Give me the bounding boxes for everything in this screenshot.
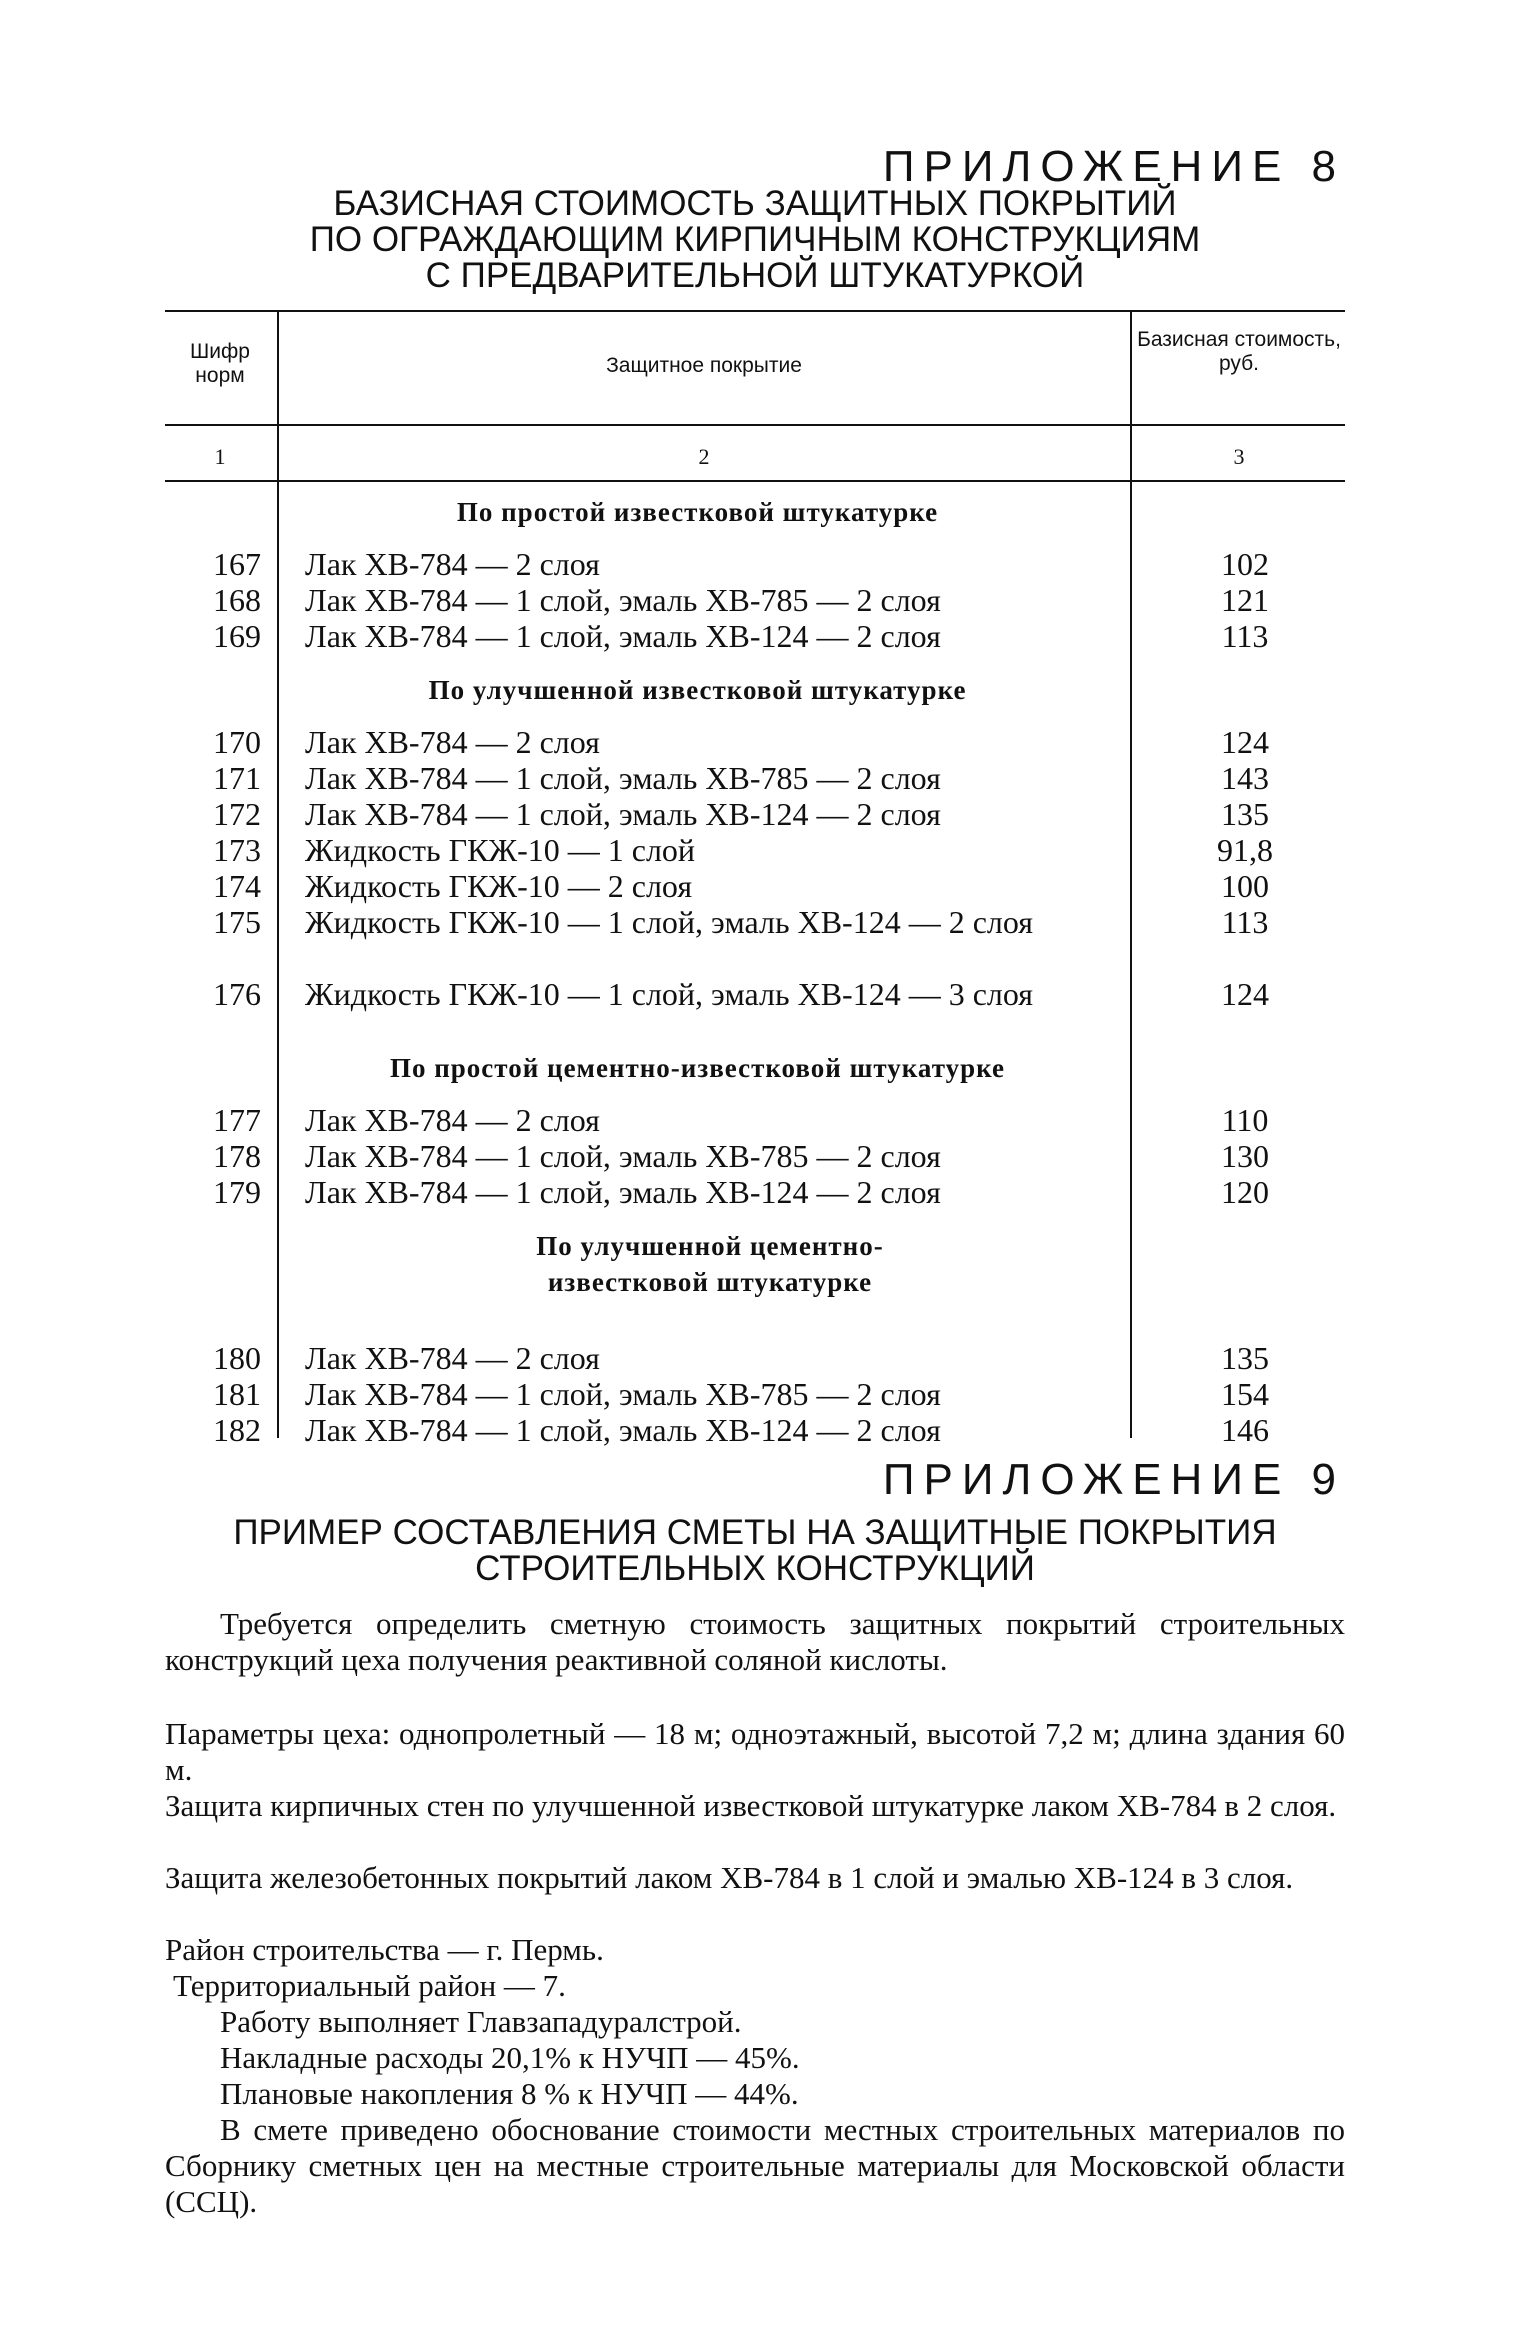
paragraph: Параметры цеха: однопролетный — 18 м; одноэтажный, высотой 7,2 м; длина здания 60 м. <box>165 1716 1345 1787</box>
paragraph: Работу выполняет Главзападуралстрой. <box>220 2004 742 2039</box>
row-code: 179 <box>213 1174 261 1210</box>
table-colnum-rule <box>165 480 1345 482</box>
row-code: 180 <box>213 1340 261 1376</box>
row-price: 124 <box>1221 724 1269 760</box>
row-desc: Лак ХВ-784 — 1 слой, эмаль ХВ-785 — 2 слоя <box>305 582 941 618</box>
row-desc: Лак ХВ-784 — 1 слой, эмаль ХВ-785 — 2 слоя <box>305 1376 941 1412</box>
section-title: По улучшенной цементно-известковой штукатурке <box>536 1231 884 1297</box>
row-price: 120 <box>1221 1174 1269 1210</box>
appendix9-heading-line-1: ПРИМЕР СОСТАВЛЕНИЯ СМЕТЫ НА ЗАЩИТНЫЕ ПОКРЫТИЯ <box>233 1513 1277 1552</box>
paragraph: Район строительства — г. Пермь. <box>165 1932 604 1967</box>
row-code: 181 <box>213 1376 261 1412</box>
row-price: 154 <box>1221 1376 1269 1412</box>
section-title: По простой цементно-известковой штукатурке <box>389 1053 1006 1083</box>
row-price: 124 <box>1221 976 1269 1012</box>
row-price: 143 <box>1221 760 1269 796</box>
row-code: 176 <box>213 976 261 1012</box>
table-header-rule <box>165 424 1345 426</box>
row-price: 135 <box>1221 1340 1269 1376</box>
header-code: Шифр норм <box>190 340 250 387</box>
colnum-2: 2 <box>698 444 710 469</box>
row-price: 113 <box>1221 618 1269 654</box>
section-title: По улучшенной известковой штукатурке <box>428 675 967 705</box>
row-code: 169 <box>213 618 261 654</box>
row-price: 130 <box>1221 1138 1269 1174</box>
table-top-rule <box>165 310 1345 312</box>
row-code: 170 <box>213 724 261 760</box>
row-desc: Лак ХВ-784 — 2 слоя <box>305 1340 600 1376</box>
row-price: 113 <box>1221 904 1269 940</box>
row-code: 168 <box>213 582 261 618</box>
row-desc: Лак ХВ-784 — 2 слоя <box>305 724 600 760</box>
row-code: 175 <box>213 904 261 940</box>
row-code: 178 <box>213 1138 261 1174</box>
paragraph: Плановые накопления 8 % к НУЧП — 44%. <box>220 2076 799 2111</box>
row-code: 171 <box>213 760 261 796</box>
paragraph: В смете приведено обоснование стоимости местных строительных материалов по Сборнику сметных цен на местные строительные материалы для Московской области (ССЦ). <box>165 2112 1345 2219</box>
appendix9-title: ПРИЛОЖЕНИЕ 9 <box>882 1455 1345 1504</box>
row-desc: Лак ХВ-784 — 1 слой, эмаль ХВ-785 — 2 слоя <box>305 760 941 796</box>
appendix8-heading-line-3: С ПРЕДВАРИТЕЛЬНОЙ ШТУКАТУРКОЙ <box>425 256 1085 295</box>
row-desc: Лак ХВ-784 — 1 слой, эмаль ХВ-124 — 2 слоя <box>305 1412 941 1448</box>
row-price: 100 <box>1221 868 1269 904</box>
row-price: 102 <box>1221 546 1269 582</box>
colnum-1: 1 <box>214 444 226 469</box>
row-desc: Лак ХВ-784 — 1 слой, эмаль ХВ-124 — 2 слоя <box>305 618 941 654</box>
row-code: 173 <box>213 832 261 868</box>
row-price: 91,8 <box>1217 832 1273 868</box>
row-desc: Жидкость ГКЖ-10 — 1 слой, эмаль ХВ-124 — 3 слоя <box>305 976 1033 1012</box>
row-code: 182 <box>213 1412 261 1448</box>
section-title: По простой известковой штукатурке <box>456 497 939 527</box>
row-code: 172 <box>213 796 261 832</box>
row-code: 167 <box>213 546 261 582</box>
row-code: 177 <box>213 1102 261 1138</box>
row-desc: Жидкость ГКЖ-10 — 1 слой, эмаль ХВ-124 — 2 слоя <box>305 904 1033 940</box>
colnum-3: 3 <box>1233 444 1245 469</box>
appendix8-title: ПРИЛОЖЕНИЕ 8 <box>882 142 1345 191</box>
row-desc: Лак ХВ-784 — 1 слой, эмаль ХВ-124 — 2 слоя <box>305 1174 941 1210</box>
paragraph: Защита кирпичных стен по улучшенной известковой штукатурке лаком ХВ-784 в 2 слоя. <box>165 1788 1337 1823</box>
paragraph: Территориальный район — 7. <box>173 1968 566 2003</box>
row-code: 174 <box>213 868 261 904</box>
paragraph: Защита железобетонных покрытий лаком ХВ-784 в 1 слой и эмалью ХВ-124 в 3 слоя. <box>165 1860 1294 1895</box>
appendix8-heading-line-1: БАЗИСНАЯ СТОИМОСТЬ ЗАЩИТНЫХ ПОКРЫТИЙ <box>333 184 1177 223</box>
row-desc: Лак ХВ-784 — 2 слоя <box>305 546 600 582</box>
row-desc: Жидкость ГКЖ-10 — 1 слой <box>305 832 696 868</box>
row-desc: Лак ХВ-784 — 1 слой, эмаль ХВ-785 — 2 слоя <box>305 1138 941 1174</box>
row-desc: Жидкость ГКЖ-10 — 2 слоя <box>305 868 693 904</box>
cost-table <box>165 310 1345 1448</box>
table-row <box>165 904 1345 976</box>
paragraph: Накладные расходы 20,1% к НУЧП — 45%. <box>220 2040 800 2075</box>
row-price: 146 <box>1221 1412 1269 1448</box>
header-price: Базисная стоимость, руб. <box>1137 328 1341 375</box>
appendix8-heading-line-2: ПО ОГРАЖДАЮЩИМ КИРПИЧНЫМ КОНСТРУКЦИЯМ <box>309 220 1201 259</box>
row-desc: Лак ХВ-784 — 2 слоя <box>305 1102 600 1138</box>
row-price: 110 <box>1221 1102 1269 1138</box>
row-price: 135 <box>1221 796 1269 832</box>
header-coating: Защитное покрытие <box>606 354 802 377</box>
appendix9-heading-line-2: СТРОИТЕЛЬНЫХ КОНСТРУКЦИЙ <box>475 1549 1035 1588</box>
row-desc: Лак ХВ-784 — 1 слой, эмаль ХВ-124 — 2 слоя <box>305 796 941 832</box>
table-row <box>165 976 1345 1048</box>
paragraph: Требуется определить сметную стоимость защитных покрытий строительных конструкций цеха получения реактивной соляной кислоты. <box>165 1606 1345 1677</box>
row-price: 121 <box>1221 582 1269 618</box>
